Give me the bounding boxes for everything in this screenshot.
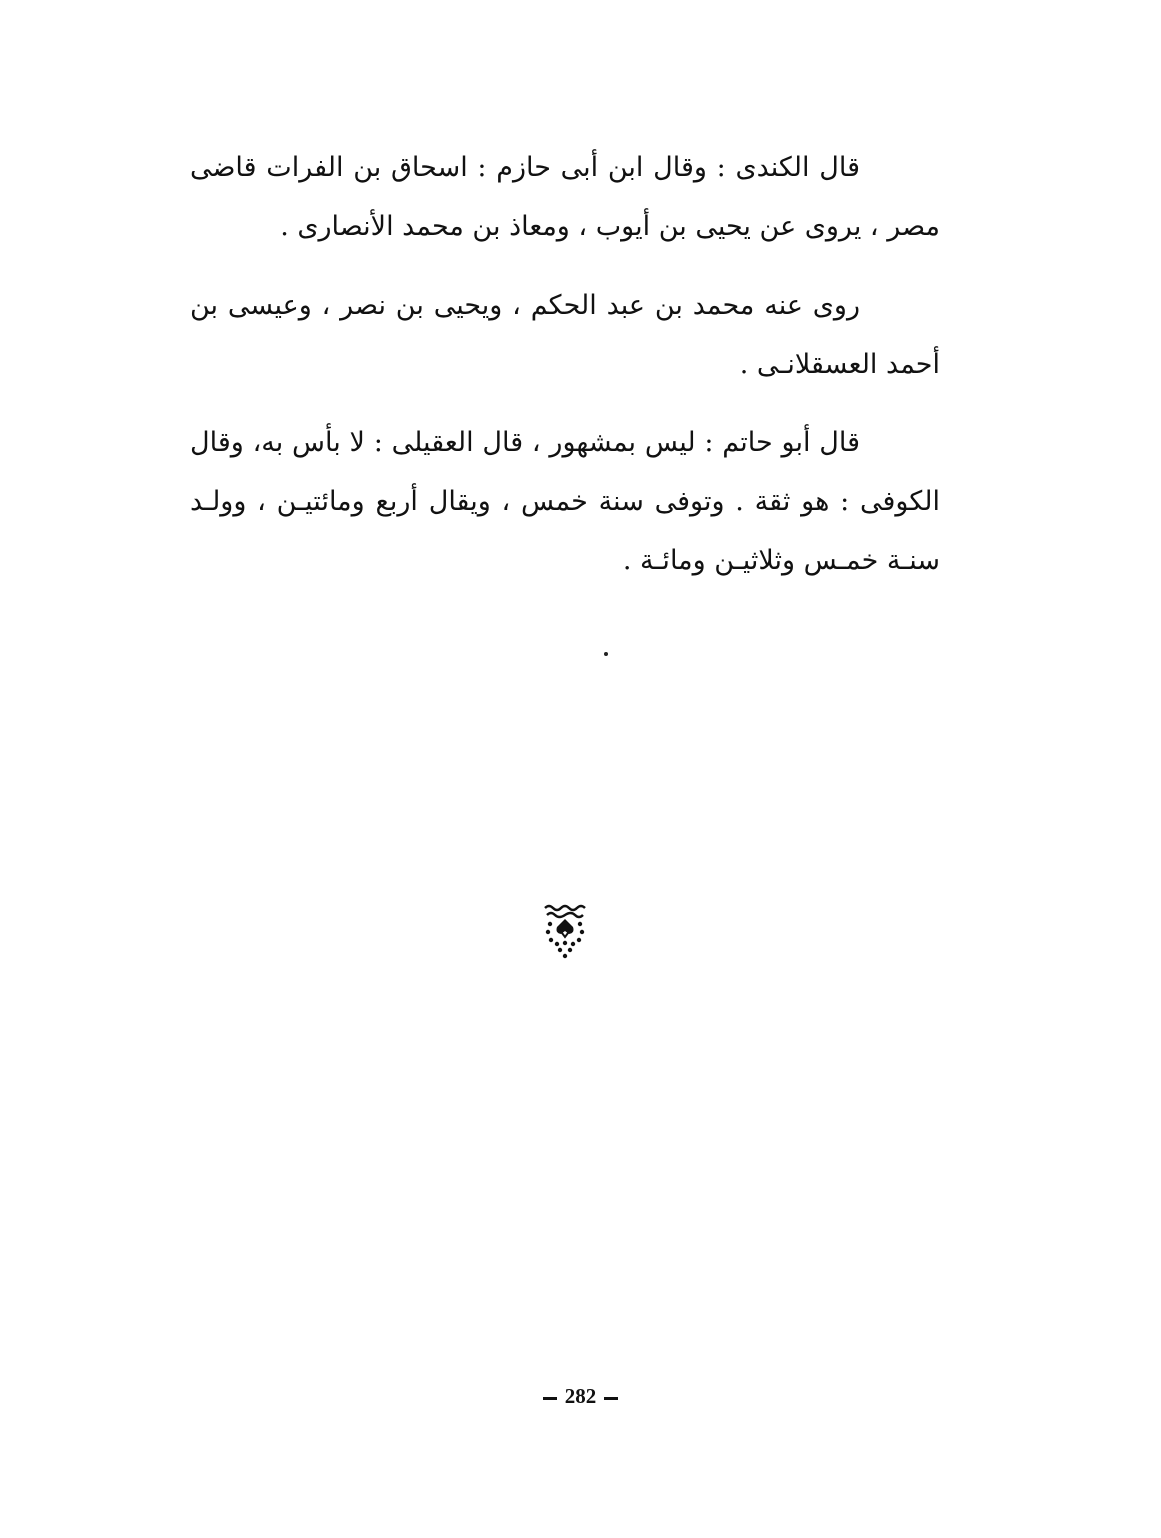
- page-number: 282: [564, 1384, 597, 1408]
- paragraph-3: قال أبو حاتم : ليس بمشهور ، قال العقيلى : لا بأس به، وقال الكوفى : هو ثقة . وتوفى سنة خمس ، ويقال أربع ومائتيـن ، وولـد سنـة خمـس وثلاثيـن ومائـة .: [190, 427, 940, 576]
- dash-right: [604, 1397, 618, 1400]
- paragraph-1: قال الكندى : وقال ابن أبى حازم : اسحاق بن الفرات قاضى مصر ، يروى عن يحيى بن أيوب ، ومعاذ بن محمد الأنصارى .: [190, 152, 940, 242]
- floral-ornament-icon: [537, 903, 593, 959]
- stray-mark: [604, 652, 608, 656]
- page-number-footer: [0, 1384, 1161, 1409]
- dash-left: [543, 1397, 557, 1400]
- paragraph-2: روى عنه محمد بن عبد الحكم ، ويحيى بن نصر ، وعيسى بن أحمد العسقلانـى .: [190, 290, 940, 380]
